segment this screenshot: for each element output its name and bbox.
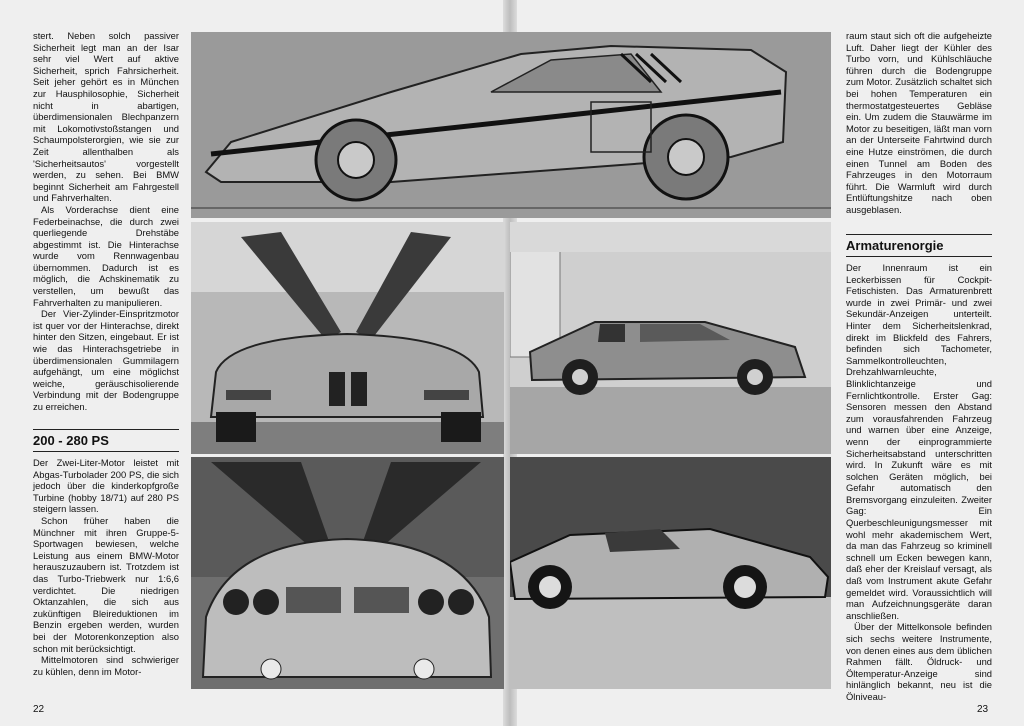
paragraph: Der Vier-Zylinder-Einspritzmotor ist quer vor der Hinterachse, direkt hinter den Sitzen, eingebaut. Er ist wie das Hinterachsgetriebe in überdimensionalen Gummilagern aufgehängt, um eine möglichst weiche, geräuschisolierende Verbindung mit der Bodengruppe zu erreichen. — [33, 308, 179, 412]
left-text-column-1 — [33, 30, 179, 413]
paragraph: raum staut sich oft die aufgeheizte Luft. Daher liegt der Kühler des Turbo vorn, und Kühlschläuche führen durch die Bodengruppe zum Motor. Zusätzlich schaltet sich bei hohen Temperaturen ein thermostatgesteuertes Gebläse ein. Um zudem die Stauwärme im Motor zu beseitigen, läßt man vorn an der Unterseite Fahrtwind durch eine Hutze einströmen, die durch einen Tunnel am Boden des Fahrzeuges in den Motorraum führt. Die Warmluft wird durch Entlüftungshitze nach oben ausgeblasen. — [846, 30, 992, 215]
right-text-column-2 — [846, 262, 992, 703]
right-text-column-1 — [846, 30, 992, 216]
paragraph: Der Zwei-Liter-Motor leistet mit Abgas-Turbolader 200 PS, die sich jedoch über die kinderkopfgroße Turbine (hobby 18/71) auf 280 PS steigern lassen. — [33, 457, 179, 515]
page-number: 22 — [33, 704, 45, 715]
paragraph: Schon früher haben die Münchner mit ihren Gruppe-5-Sportwagen bewiesen, welche Leistung aus einem BMW-Motor herauszuzaubern ist. Trotzdem ist das Turbo-Triebwerk nur 1:6,6 verdichtet. Die niedrigen Oktanzahlen, die sich aus zukünftigen Bleireduktionen im Benzin ergeben werden, wurden bei der Motorenkonzeption also schon mit berücksichtigt. — [33, 514, 179, 654]
page-number: 23 — [977, 704, 989, 715]
paragraph: Der Innenraum ist ein Leckerbissen für Cockpit-Fetischisten. Das Armaturenbrett wurde in zwei Primär- und zwei Sekundär-Anzeigen unterteilt. Hinter dem Sicherheitslenkrad, direkt im Blickfeld des Fahrers, befinden sich Tachometer, Sammelkontrolleuchten, Drehzahlwarnleuchte, Blinklichtanzeige und Fernlichtkontrolle. Erster Gag: Sensoren messen den Abstand zum vorausfahrenden Fahrzeug und warnen über eine Anzeige, wenn der einprogrammierte Sicherheitsabstand unterschritten wird. In Zukunft wäre es mit solchen Geräten möglich, bei Gefahr automatisch den Bremsvorgang einzuleiten. Zweiter Gag: Ein Querbeschleunigungsmesser mit wohl mehr akademischem Wert, da man das Fahrzeug so kriminell schnell um Ecken bewegen kann, daß eher der Kreislauf versagt, als daß vom Instrument akute Gefahr gemeldet wird. Voraussichtlich will man Aufzeichnungsgeräte daran anschließen. — [846, 262, 992, 621]
front-view-low-nose-photo — [191, 457, 504, 689]
section-heading: Armaturenorgie — [846, 234, 992, 257]
paragraph: stert. Neben solch passiver Sicherheit legt man an der Isar sehr viel Wert auf aktive Sicherheit, sprich Fahrsicherheit. Seit jeher gehört es in München zur Hausphilosophie, Sicherheit nicht in abartigen, überdimensionalen Blechpanzern mit Lokomotivstoßstangen und Schaumpolsterorgien, wie sie zur Zeit allenthalben als 'Sicherheitsautos' vorgestellt werden, zu sehen. Bei BMW beginnt Sicherheit am Fahrgestell und Fahrverhalten. — [33, 30, 179, 204]
left-text-column-2 — [33, 457, 179, 677]
paragraph: Über der Mittelkonsole befinden sich sechs weitere Instrumente, von denen eines aus dem üblichen Rahmen fällt. Öldruck- und Öltemperatur-Anzeige sind hinlänglich bekannt, neu ist die Ölniveau- — [846, 621, 992, 702]
section-heading: 200 - 280 PS — [33, 429, 179, 452]
paragraph: Als Vorderachse dient eine Federbeinachse, die durch zwei querliegende Drehstäbe abgestimmt ist. Die Hinterachse wurde vom Rennwagenbau übernommen. Dadurch ist es möglich, die Achskinematik zu verstellen, um bewußt das Fahrverhalten zu manipulieren. — [33, 203, 179, 308]
side-view-building-photo — [510, 222, 831, 454]
paragraph: Mittelmotoren sind schwieriger zu kühlen, denn im Motor- — [33, 654, 179, 677]
cutaway-drawing-photo — [191, 32, 831, 218]
front-view-doors-open-photo — [191, 222, 504, 454]
side-view-dark-photo — [510, 457, 831, 689]
